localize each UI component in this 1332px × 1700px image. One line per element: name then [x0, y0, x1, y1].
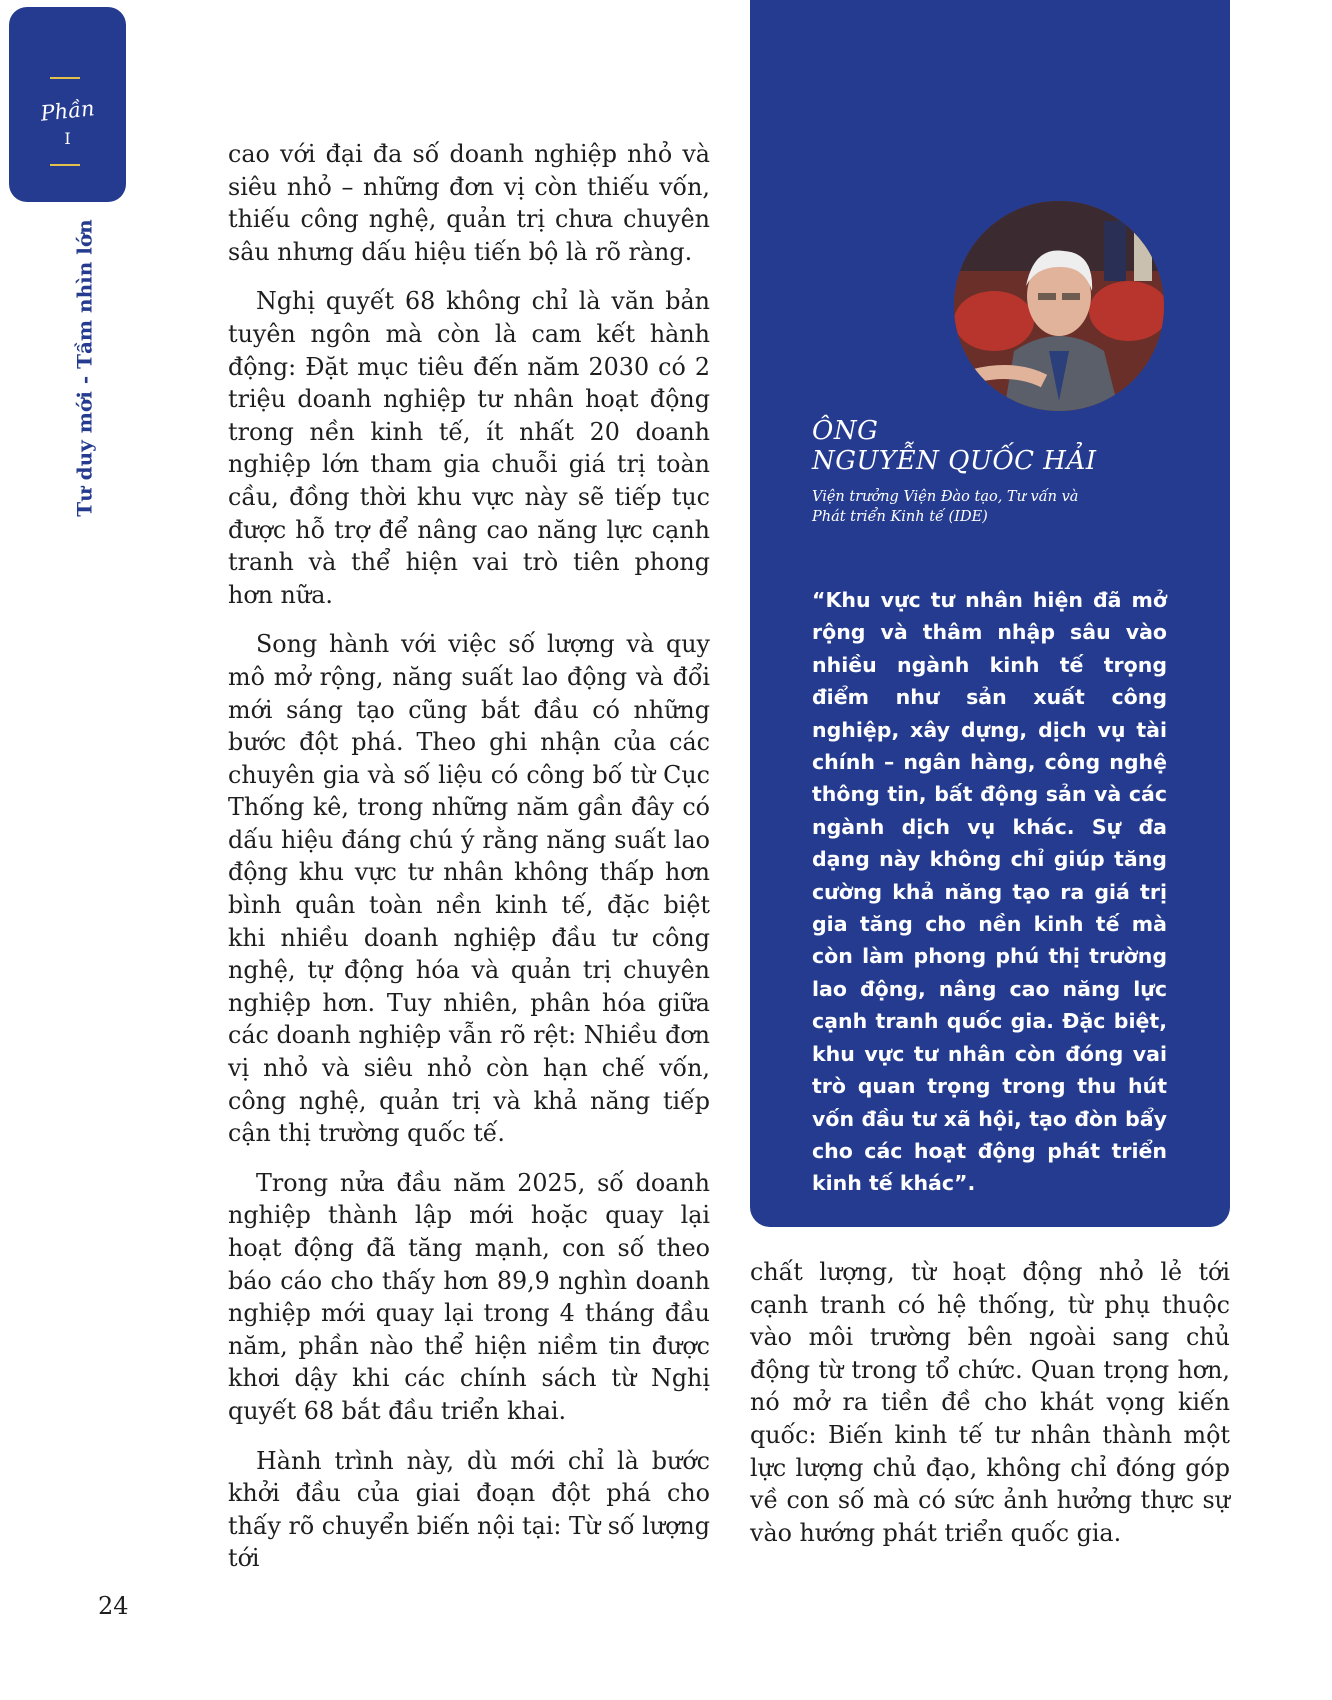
right-column — [750, 1256, 1230, 1566]
side-title-text: Tư duy mới - Tầm nhìn lớn — [73, 218, 98, 517]
tab-divider-top — [50, 77, 80, 79]
paragraph: chất lượng, từ hoạt động nhỏ lẻ tới cạnh tranh có hệ thống, từ phụ thuộc vào môi trường bên ngoài sang chủ động từ trong tổ chức. Quan trọng hơn, nó mở ra tiền đề cho khát vọng kiến quốc: Biến kinh tế tư nhân thành một lực lượng chủ đạo, không chỉ đóng góp về con số mà có sức ảnh hưởng thực sự vào hướng phát triển quốc gia. — [750, 1258, 1230, 1547]
side-running-title — [70, 218, 100, 517]
tab-label: Phần — [39, 96, 96, 126]
profile-panel — [750, 0, 1230, 1227]
tab-number: I — [64, 129, 71, 148]
page-number: 24 — [98, 1592, 129, 1620]
section-tab — [9, 7, 126, 202]
profile-role: Viện trưởng Viện Đào tạo, Tư vấn và Phát triển Kinh tế (IDE) — [812, 489, 1079, 525]
profile-title: ÔNG — [812, 416, 879, 446]
tab-divider-bottom — [50, 164, 80, 166]
paragraph: Hành trình này, dù mới chỉ là bước khởi đầu của giai đoạn đột phá cho thấy rõ chuyển biến nội tại: Từ số lượng tới — [228, 1446, 710, 1573]
portrait-illustration — [954, 201, 1164, 411]
pull-quote: “Khu vực tư nhân hiện đã mở rộng và thâm nhập sâu vào nhiều ngành kinh tế trọng điểm như sản xuất công nghiệp, xây dựng, dịch vụ tài chính – ngân hàng, công nghệ thông tin, bất động sản và các ngành dịch vụ khác. Sự đa dạng này không chỉ giúp tăng cường khả năng tạo ra giá trị gia tăng cho nền kinh tế mà còn làm phong phú thị trường lao động, nâng cao năng lực cạnh tranh quốc gia. Đặc biệt, khu vực tư nhân còn đóng vai trò quan trọng trong thu hút vốn đầu tư xã hội, tạo đòn bẩy cho các hoạt động phát triển kinh tế khác”. — [812, 588, 1167, 1196]
paragraph: Song hành với việc số lượng và quy mô mở rộng, năng suất lao động và đổi mới sáng tạo cũng bắt đầu có những bước đột phá. Theo ghi nhận của các chuyên gia và số liệu có công bố từ Cục Thống kê, trong những năm gần đây có dấu hiệu đáng chú ý rằng năng suất lao động khu vực tư nhân không thấp hơn bình quân toàn nền kinh tế, đặc biệt khi nhiều doanh nghiệp đầu tư công nghệ, tự động hóa và quản trị chuyên nghiệp hơn. Tuy nhiên, phân hóa giữa các doanh nghiệp vẫn rõ rệt: Nhiều đơn vị nhỏ và siêu nhỏ còn hạn chế vốn, công nghệ, quản trị và khả năng tiếp cận thị trường quốc tế. — [228, 630, 710, 1148]
paragraph: Trong nửa đầu năm 2025, số doanh nghiệp thành lập mới hoặc quay lại hoạt động đã tăng mạnh, con số theo báo cáo cho thấy hơn 89,9 nghìn doanh nghiệp mới quay lại trong 4 tháng đầu năm, phần nào thể hiện niềm tin được khơi dậy khi các chính sách từ Nghị quyết 68 bắt đầu triển khai. — [228, 1168, 710, 1425]
profile-name: NGUYỄN QUỐC HẢI — [812, 446, 1097, 476]
portrait-photo — [954, 201, 1164, 411]
paragraph: cao với đại đa số doanh nghiệp nhỏ và siêu nhỏ – những đơn vị còn thiếu vốn, thiếu công nghệ, quản trị chưa chuyên sâu nhưng dấu hiệu tiến bộ là rõ ràng. — [228, 140, 710, 266]
paragraph: Nghị quyết 68 không chỉ là văn bản tuyên ngôn mà còn là cam kết hành động: Đặt mục tiêu đến năm 2030 có 2 triệu doanh nghiệp tư nhân hoạt động trong nền kinh tế, ít nhất 20 doanh nghiệp lớn tham gia chuỗi giá trị toàn cầu, đồng thời khu vực này sẽ tiếp tục được hỗ trợ để nâng cao năng lực cạnh tranh và thể hiện vai trò tiên phong hơn nữa. — [228, 287, 710, 609]
left-column — [228, 138, 710, 1592]
